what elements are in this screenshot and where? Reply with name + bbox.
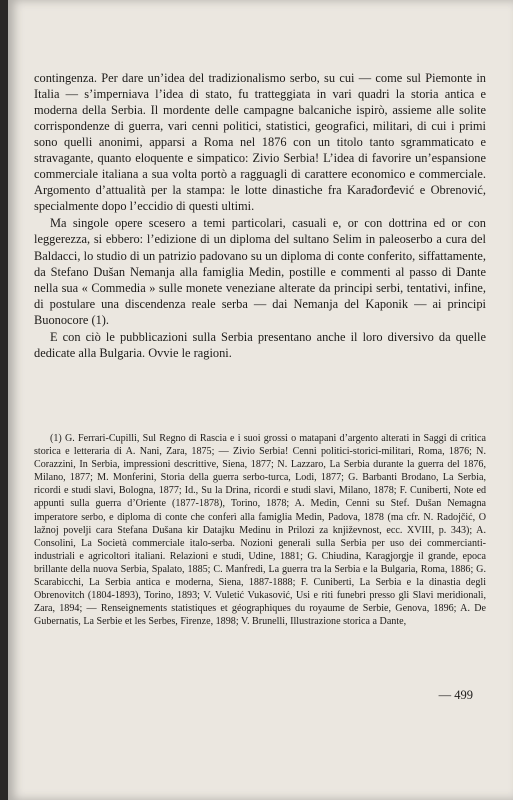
footnote: (1) G. Ferrari-Cupilli, Sul Regno di Rascia e i suoi grossi o matapani d’argento alterati in Saggi di critica storica e letteraria di A. Nani, Zara, 1875; — Zivio Serbia! Cenni politici-storici-militari, Roma, 1876; N. Corazzini, In Serbia, impressioni descrittive, Siena, 1877; N. Lazzaro, La Serbia durante la guerra del 1876, Milano, 1877; M. Monferini, Storia della guerra serbo-turca, Lodi, 1877; G. Barbanti Brodano, La Serbia, ricordi e studi slavi, Bologna, 1877; Id., Su la Drina, ricordi e studi slavi, Milano, 1878; F. Cuniberti, Note ed appunti sulla guerra d’Oriente (1877-1878), Torino, 1878; A. Medin, Cenni su Stef. Dušan Nemagna imperatore serbo, e diploma di conte che conferì alla famiglia Medin, Padova, 1878 (ma cfr. N. Radojčić, O lažnoj povelji cara Stefana Dušana kir Datajku Medinu in Prilozi za književnost, ecc. XVIII, p. 343); A. Consolini, La Società commerciale italo-serba. Nozioni generali sulla Serbia per uso dei commercianti-industriali e agricoltori italiani. Relazioni e studi, Udine, 1881; G. Chiudina, Karagjorgje il grande, epoca brillante della nuova Serbia, Spalato, 1885; C. Manfredi, La guerra tra la Serbia e la Bulgaria, Roma, 1886; G. Scarabicchi, La Serbia antica e moderna, Siena, 1887-1888; F. Cuniberti, La Serbia e la dinastia degli Obrenovitch (1804-1893), Torino, 1893; V. Vuletić Vukasović, Usi e riti funebri presso gli Slavi meridionali, Zara, 1894; — Renseignements statistiques et géographiques du royaume de Serbie, Genova, 1896; A. De Gubernatis, La Serbie et les Serbes, Firenze, 1898; V. Brunelli, Illustrazione storica a Dante, — [34, 433, 486, 628]
footnotes — [34, 432, 486, 628]
paragraph: E con ciò le pubblicazioni sulla Serbia presentano anche il loro diversivo da quelle dedicate alla Bulgaria. Ovvie le ragioni. — [34, 329, 486, 360]
page-number: — 499 — [438, 688, 473, 702]
main-text — [34, 70, 486, 361]
book-page — [8, 0, 513, 800]
paragraph: contingenza. Per dare un’idea del tradizionalismo serbo, su cui — come sul Piemonte in Italia — s’imperniava l’idea di stato, fu tratteggiata in vari quadri la storia antica e moderna della Serbia. Il mordente delle campagne balcaniche ispirò, assieme alle solite corrispondenze di guerra, vari cenni politici, statistici, geografici, militari, di cui i primi sono quelli anonimi, apparsi a Roma nel 1876 con un titolo tanto sgrammaticato e stravagante, quanto eloquente e simpatico: Zivio Serbia! L’idea di favorire un’espansione commerciale italiana a sua volta portò a ragguagli di carattere economico e commerciale. Argomento d’attualità per la stampa: le lotte dinastiche fra Karađorđević e Obrenović, specialmente dopo l’eccidio di questi ultimi. — [34, 71, 486, 214]
paragraph: Ma singole opere scesero a temi particolari, casuali e, or con dottrina ed or con leggerezza, si ebbero: l’edizione di un diploma del sultano Selim in paleoserbo a cura del Baldacci, lo studio di un patrizio padovano su un diploma di conte conferito, siffattamente, da Stefano Dušan Nemanja alla famiglia Medin, postille e commenti al passo di Dante nella sua « Commedia » sulle monete veneziane alterate da principi serbi, tentativi, infine, di postulare una discendenza reale serba — dai Nemanja del Kaponik — ai principi Buonocore (1). — [34, 216, 486, 327]
